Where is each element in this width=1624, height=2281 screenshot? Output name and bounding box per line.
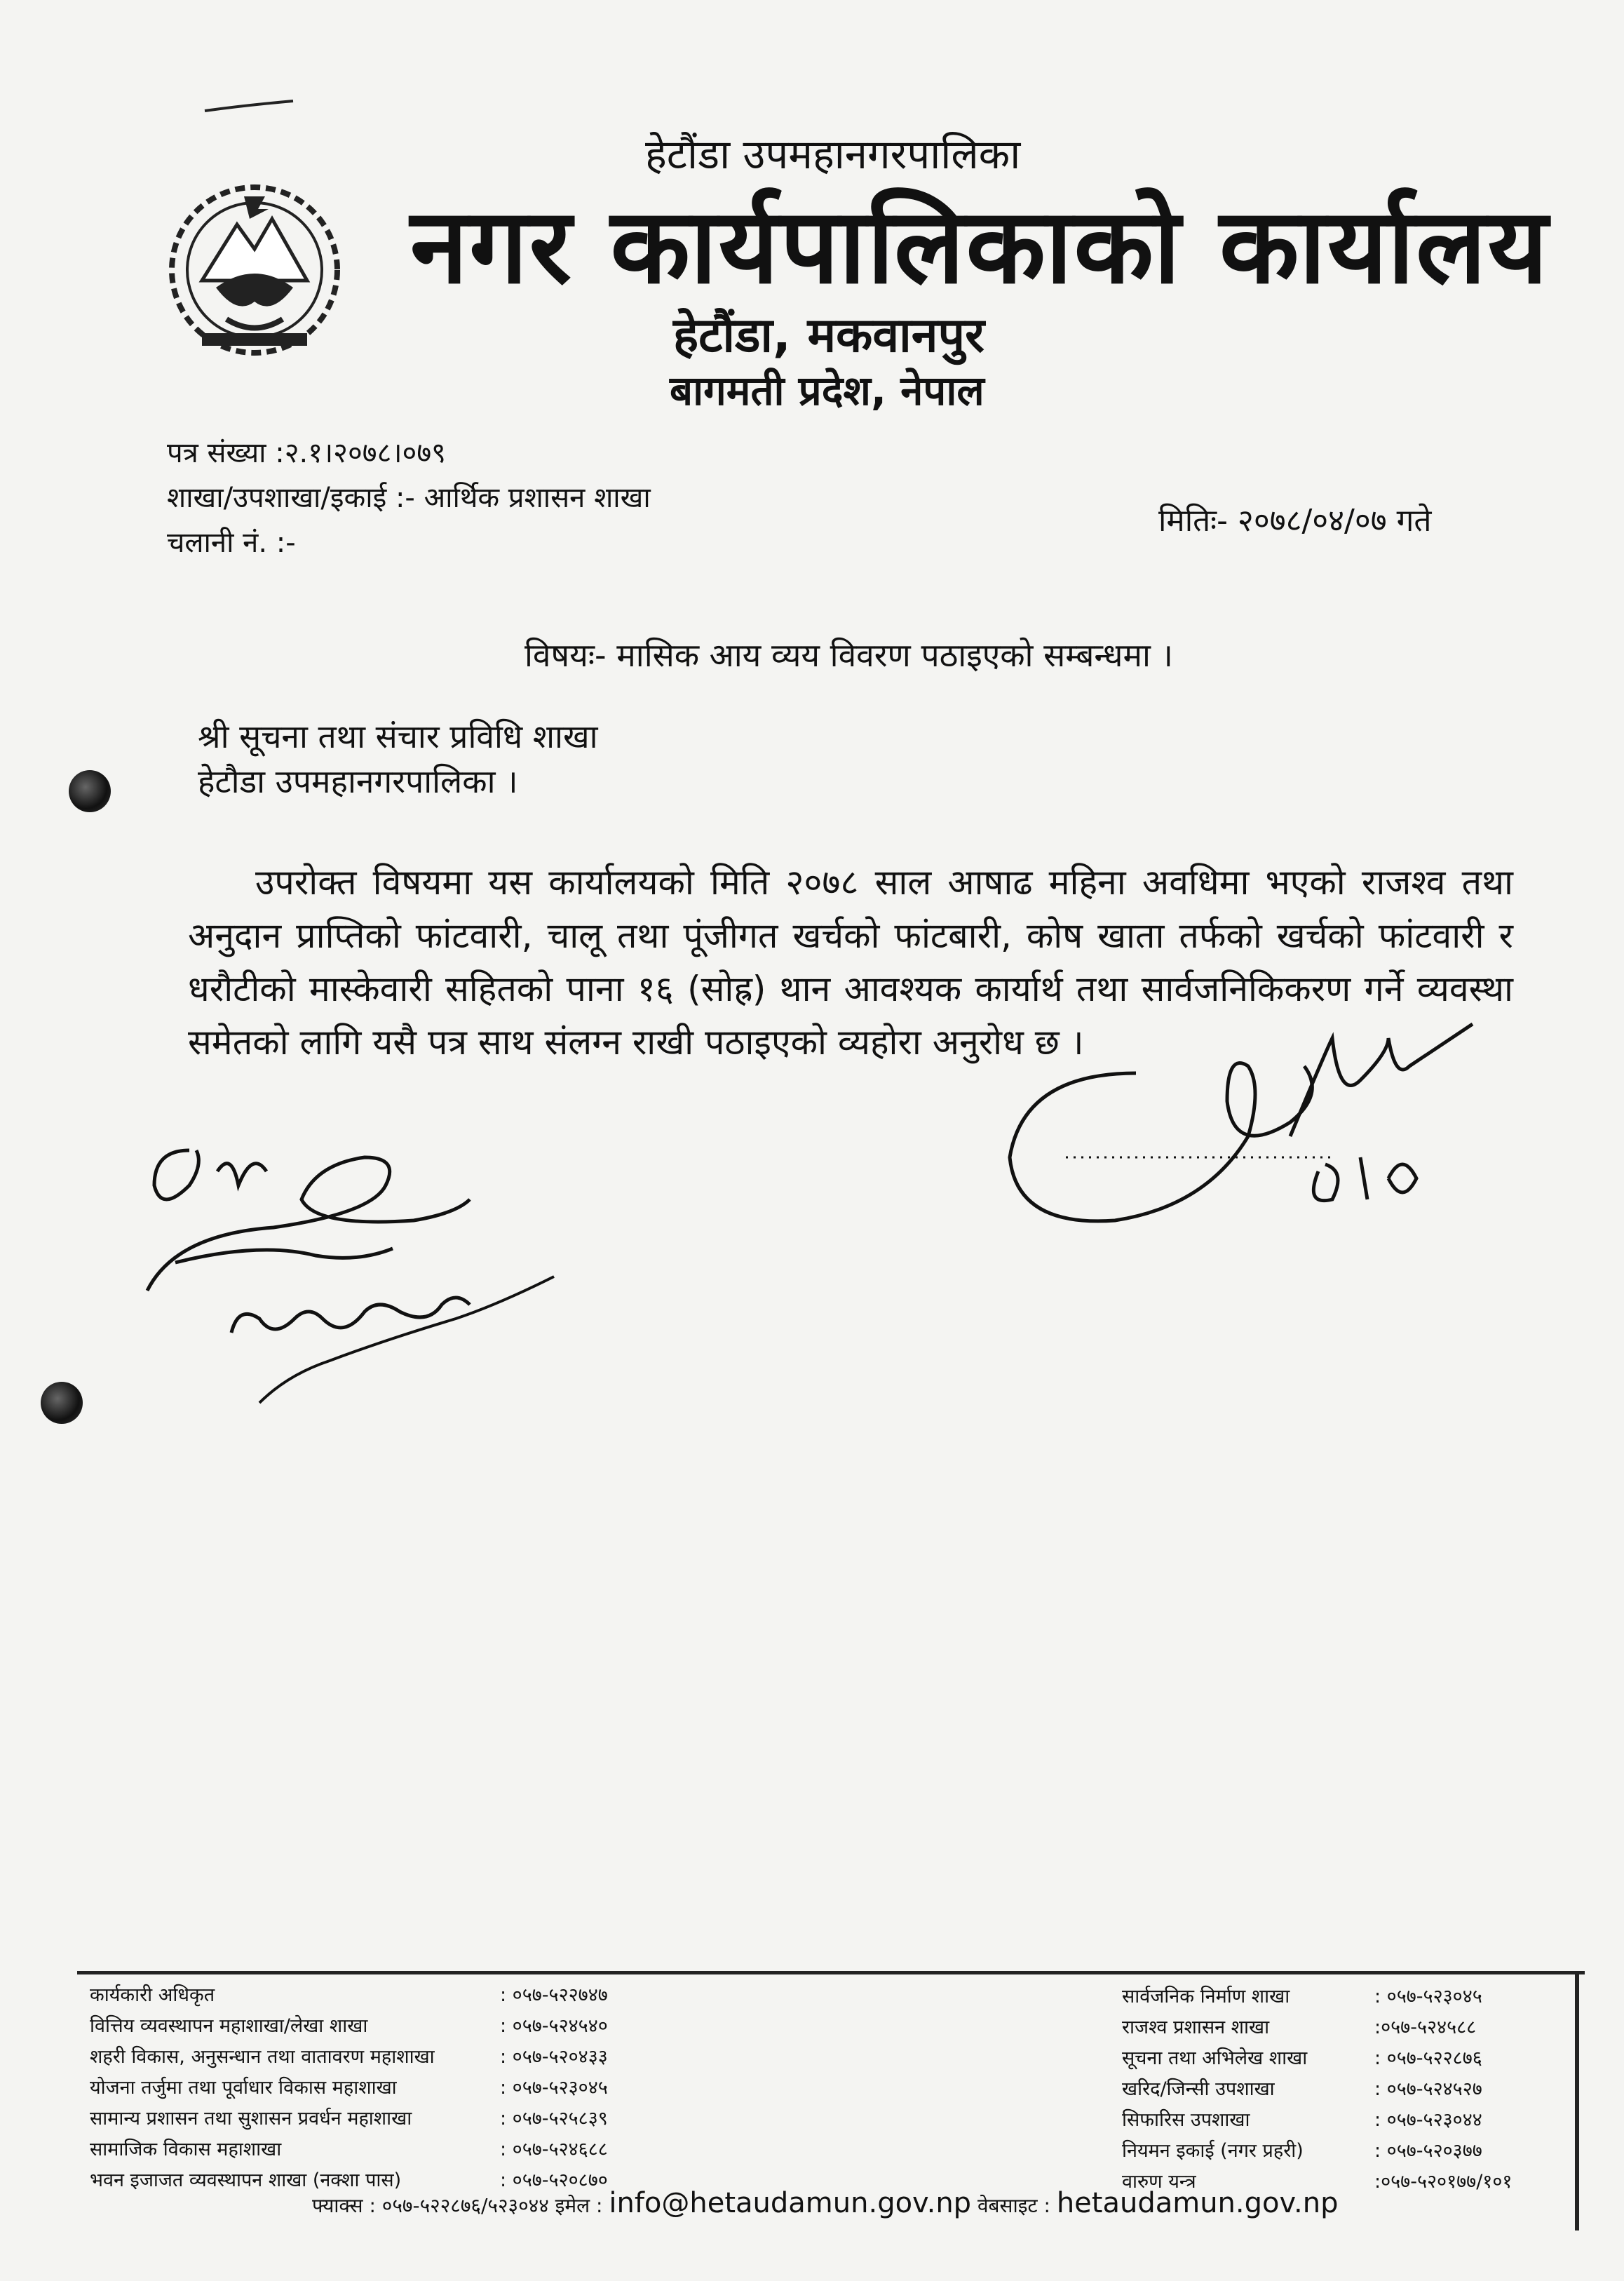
footer-rule	[77, 1971, 1585, 1974]
letter-date: मितिः- २०७८/०४/०७ गते	[1158, 503, 1432, 539]
punch-hole	[69, 770, 111, 812]
footer-contact-row: सूचना तथा अभिलेख शाखा : ०५७-५२२८७६	[1122, 2047, 1482, 2069]
punch-hole	[41, 1382, 83, 1424]
footer-contact-row: सामाजिक विकास महाशाखा : ०५७-५२४६८८	[90, 2138, 608, 2160]
footer-contact-row: शहरी विकास, अनुसन्धान तथा वातावरण महाशाखा : ०५७-५२०४३३	[90, 2045, 608, 2068]
footer-contact-row: सामान्य प्रशासन तथा सुशासन प्रवर्धन महाशाखा : ०५७-५२५८३९	[90, 2107, 608, 2129]
municipality-name: हेटौंडा उपमहानगरपालिका	[645, 130, 1021, 178]
footer-contacts-left	[90, 1978, 693, 2194]
pen-mark	[203, 98, 295, 115]
letter-body: उपरोक्त विषयमा यस कार्यालयको मिति २०७८ साल आषाढ महिना अवधिमा भएको राजश्व तथा अनुदान प्राप्तिको फांटवारी, चालू तथा पूंजीगत खर्चको फांटबारी, कोष खाता तर्फको खर्चको फांटवारी र धरौटीको मास्केवारी सहितको पाना १६ (सोह्र) थान आवश्यक कार्यार्थ तथा सार्वजनिकिकरण गर्ने व्यवस्था समेतको लागि यसै पत्र साथ संलग्न राखी पठाइएको व्यहोरा अनुरोध छ ।	[188, 862, 1513, 1063]
email-link[interactable]: info@hetaudamun.gov.np	[609, 2187, 972, 2219]
footer-rule	[1575, 1971, 1579, 2230]
received-signature	[133, 1108, 582, 1431]
footer-contact-row: राजश्व प्रशासन शाखा :०५७-५२४५८८	[1122, 2016, 1477, 2038]
footer-contact-row: भवन इजाजत व्यवस्थापन शाखा (नक्शा पास) : ०५७-५२०८७०	[90, 2169, 608, 2191]
office-province: बागमती प्रदेश, नेपाल	[670, 367, 984, 415]
fax-label: फ्याक्स : ०५७-५२२८७६/५२३०४४ इमेल :	[312, 2194, 603, 2217]
addressee-line-1: श्री सूचना तथा संचार प्रविधि शाखा	[198, 718, 598, 755]
subject-line: विषयः- मासिक आय व्यय विवरण पठाइएको सम्बन्धमा ।	[525, 636, 1173, 674]
office-title: नगर कार्यपालिकाको कार्यालय	[410, 186, 1550, 307]
footer-contact-row: वित्तिय व्यवस्थापन महाशाखा/लेखा शाखा : ०५७-५२४५४०	[90, 2014, 608, 2037]
footer-contact-row: सिफारिस उपशाखा : ०५७-५२३०४४	[1122, 2108, 1482, 2131]
addressee	[198, 714, 598, 804]
addressee-line-2: हेटौडा उपमहानगरपालिका ।	[198, 762, 518, 800]
office-city: हेटौंडा, मकवानपुर	[673, 308, 984, 363]
footer-contact-row: सार्वजनिक निर्माण शाखा : ०५७-५२३०४५	[1122, 1985, 1482, 2007]
branch-line: शाखा/उपशाखा/इकाई :- आर्थिक प्रशासन शाखा	[167, 482, 651, 514]
dispatch-number: चलानी नं. :-	[167, 527, 296, 559]
footer-contact-row: योजना तर्जुमा तथा पूर्वाधार विकास महाशाखा : ०५७-५२३०४५	[90, 2076, 608, 2099]
footer-fax-email-web	[312, 2187, 1339, 2219]
footer-contact-row: नियमन इकाई (नगर प्रहरी) : ०५७-५२०३७७	[1122, 2139, 1482, 2162]
website-label: वेबसाइट :	[977, 2194, 1050, 2217]
footer-contacts-right	[1122, 1979, 1571, 2195]
letter-number: पत्र संख्या :२.१।२०७८।०७९	[167, 437, 446, 469]
nepal-emblem-icon	[160, 175, 349, 365]
footer-contact-row: खरिद/जिन्सी उपशाखा : ०५७-५२४५२७	[1122, 2078, 1482, 2100]
website-link[interactable]: hetaudamun.gov.np	[1056, 2187, 1339, 2219]
footer-contact-row: वारुण यन्त्र :०५७-५२०१७७/१०१	[1122, 2170, 1513, 2193]
footer-contact-row: कार्यकारी अधिकृत : ०५७-५२२७४७	[90, 1984, 608, 2006]
